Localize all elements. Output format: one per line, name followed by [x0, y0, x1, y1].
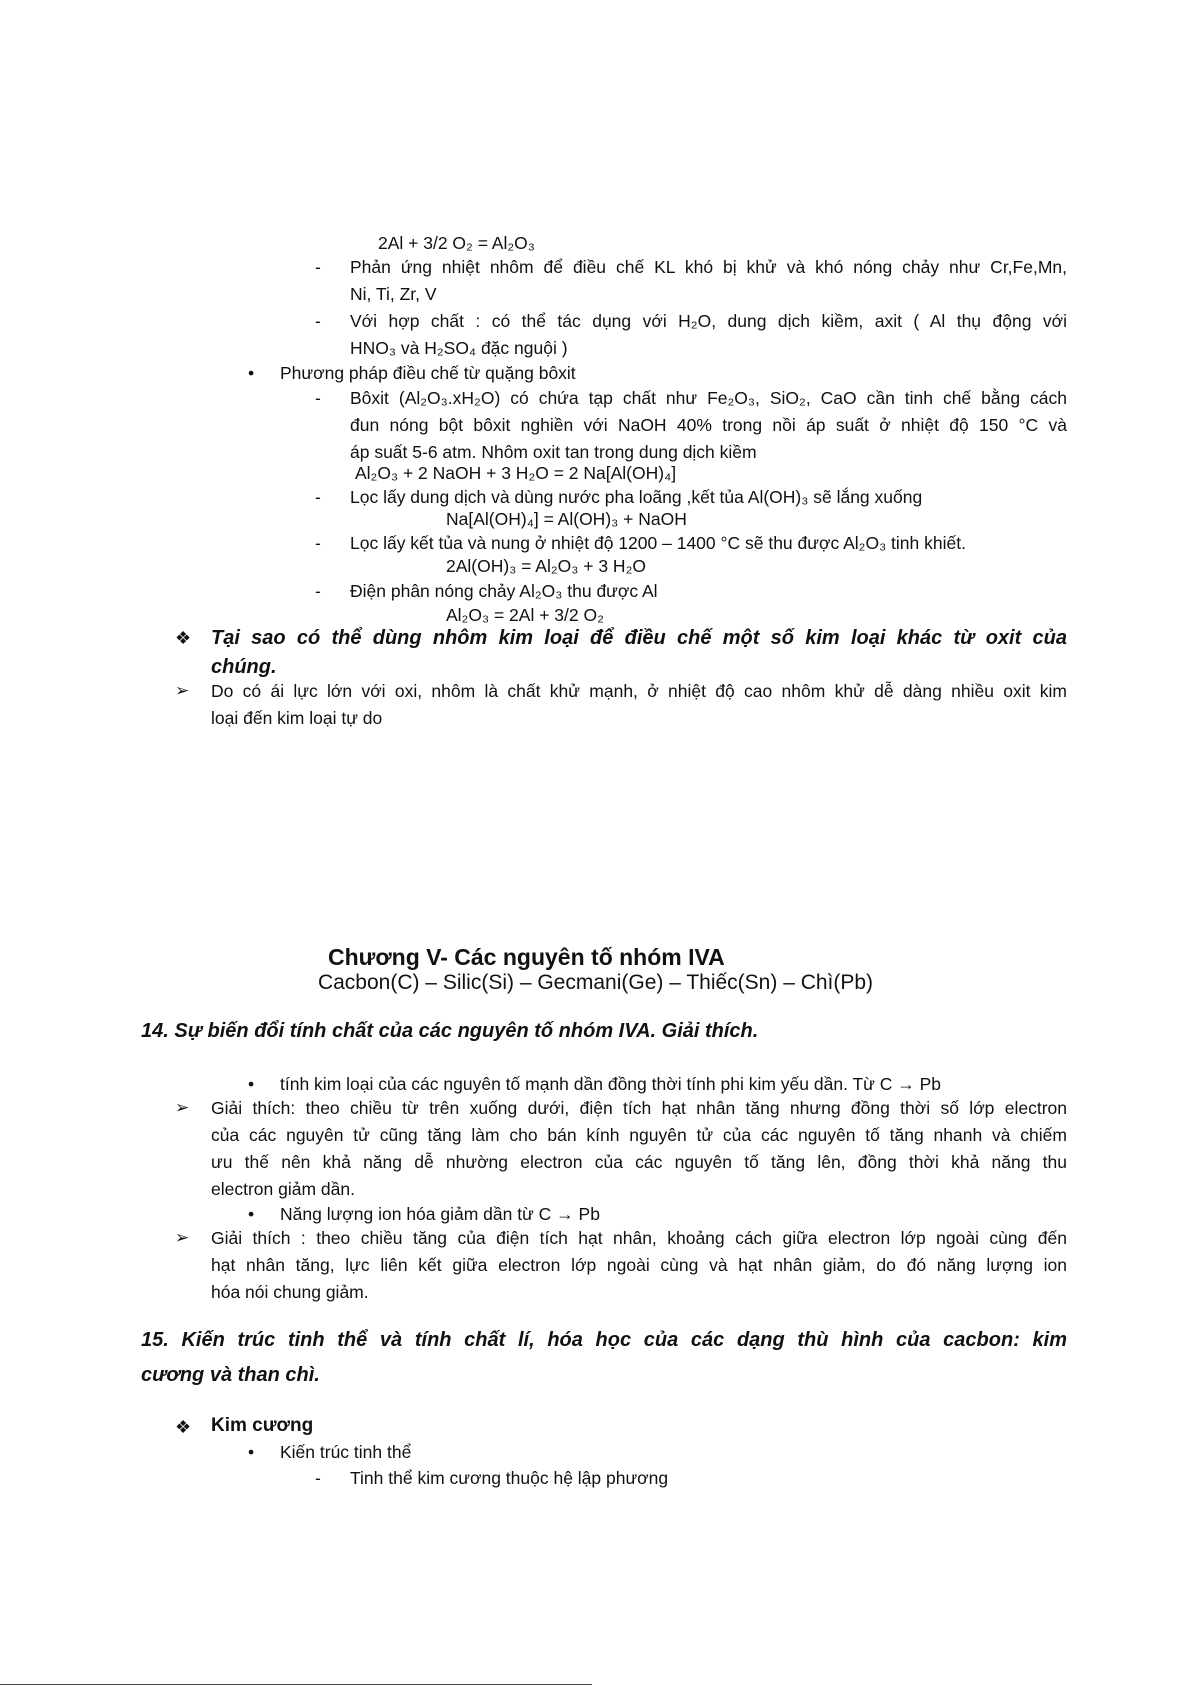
equation-aluminate-hydrolysis: Na[Al(OH)₄] = Al(OH)₃ + NaOH: [446, 509, 687, 529]
equation-electrolysis: Al₂O₃ = 2Al + 3/2 O₂: [446, 605, 604, 625]
chapter-subtitle: Cacbon(C) – Silic(Si) – Gecmani(Ge) – Thiếc(Sn) – Chì(Pb): [317, 971, 874, 994]
dash-marker: -: [315, 581, 321, 601]
section-heading-15: 15. Kiến trúc tinh thể và tính chất lí, hóa học của các dạng thù hình của cacbon: kim: [141, 1329, 1067, 1351]
text-crystal-structure: Kiến trúc tinh thể: [280, 1442, 412, 1462]
text-filter-dilute: Lọc lấy dung dịch và dùng nước pha loãng ,kết tủa Al(OH)₃ sẽ lắng xuống: [350, 487, 923, 507]
arrow-bullet-icon: ➢: [175, 1098, 190, 1117]
question-aluminothermy-end: chúng.: [211, 656, 277, 678]
dash-marker: -: [315, 311, 321, 331]
explanation-1-line4: electron giảm dần.: [211, 1179, 355, 1199]
text-electrolysis: Điện phân nóng chảy Al₂O₃ thu được Al: [350, 581, 658, 601]
text-bauxite-heating: đun nóng bột bôxit nghiền với NaOH 40% trong nồi áp suất ở nhiệt độ 150 °C và: [350, 415, 1067, 435]
text-ionization-trend: Năng lượng ion hóa giảm dần từ C → Pb: [280, 1204, 600, 1224]
dash-marker: -: [315, 487, 321, 507]
explanation-2-line3: hóa nói chung giảm.: [211, 1282, 369, 1302]
explanation-1-line1: Giải thích: theo chiều từ trên xuống dưới, điện tích hạt nhân tăng nhưng đồng thời số lớp electron: [211, 1098, 1067, 1118]
section-heading-15-end: cương và than chì.: [141, 1364, 320, 1386]
question-aluminothermy: Tại sao có thể dùng nhôm kim loại để điều chế một số kim loại khác từ oxit của: [211, 627, 1067, 649]
subheading-diamond: Kim cương: [211, 1415, 314, 1436]
bullet-marker: •: [248, 363, 255, 383]
equation-al-oxidation: 2Al + 3/2 O₂ = Al₂O₃: [378, 233, 535, 253]
dash-marker: -: [315, 1468, 321, 1488]
answer-aluminothermy: Do có ái lực lớn với oxi, nhôm là chất khử mạnh, ở nhiệt độ cao nhôm khử dễ dàng nhiều oxit kim: [211, 681, 1067, 701]
dash-marker: -: [315, 388, 321, 408]
text-thermite-reaction: Phản ứng nhiệt nhôm để điều chế KL khó bị khử và khó nóng chảy như Cr,Fe,Mn,: [350, 257, 1067, 277]
bullet-marker: •: [248, 1442, 255, 1462]
text-metallic-trend: tính kim loại của các nguyên tố mạnh dần đồng thời tính phi kim yếu dần. Từ C → Pb: [280, 1074, 942, 1094]
arrow-bullet-icon: ➢: [175, 1228, 190, 1247]
equation-hydroxide-decomposition: 2Al(OH)₃ = Al₂O₃ + 3 H₂O: [446, 556, 646, 576]
explanation-1-line3: ưu thế nên khả năng dễ nhường electron của các nguyên tố tăng lên, đồng thời khả năng thu: [211, 1152, 1067, 1172]
text-passivation: HNO₃ và H₂SO₄ đặc nguội ): [350, 338, 568, 358]
answer-aluminothermy-end: loại đến kim loại tự do: [211, 708, 383, 728]
diamond-bullet-icon: ❖: [175, 1417, 192, 1437]
explanation-2-line1: Giải thích : theo chiều tăng của điện tích hạt nhân, khoảng cách giữa electron lớp ngoài cùng đến: [211, 1228, 1067, 1248]
bullet-marker: •: [248, 1074, 255, 1094]
explanation-1-line2: của các nguyên tử cũng tăng làm cho bán kính nguyên tử của các nguyên tố tăng nhanh và chiếm: [211, 1125, 1067, 1145]
equation-alumina-naoh: Al₂O₃ + 2 NaOH + 3 H₂O = 2 Na[Al(OH)₄]: [355, 463, 677, 483]
subheading-bauxite-method: Phương pháp điều chế từ quặng bôxit: [280, 363, 576, 383]
text-compound-reactions: Với hợp chất : có thể tác dụng với H₂O, dung dịch kiềm, axit ( Al thụ động với: [350, 311, 1067, 331]
explanation-2-line2: hạt nhân tăng, lực liên kết giữa electron lớp ngoài cùng và hạt nhân giảm, do đó năng lượng ion: [211, 1255, 1067, 1275]
diamond-bullet-icon: ❖: [175, 628, 192, 648]
text-bauxite-pressure: áp suất 5-6 atm. Nhôm oxit tan trong dung dịch kiềm: [350, 442, 757, 462]
section-heading-14: 14. Sự biến đổi tính chất của các nguyên tố nhóm IVA. Giải thích.: [141, 1020, 759, 1042]
text-filter-calcine: Lọc lấy kết tủa và nung ở nhiệt độ 1200 – 1400 °C sẽ thu được Al₂O₃ tinh khiết.: [350, 533, 966, 553]
text-bauxite-impurities: Bôxit (Al₂O₃.xH₂O) có chứa tạp chất như Fe₂O₃, SiO₂, CaO cần tinh chế bằng cách: [350, 388, 1067, 408]
dash-marker: -: [315, 533, 321, 553]
text-cubic-system: Tinh thể kim cương thuộc hệ lập phương: [350, 1468, 669, 1488]
arrow-bullet-icon: ➢: [175, 681, 190, 700]
chapter-title: Chương V- Các nguyên tố nhóm IVA: [328, 944, 725, 970]
text-thermite-metals: Ni, Ti, Zr, V: [350, 284, 437, 304]
dash-marker: -: [315, 257, 321, 277]
bullet-marker: •: [248, 1204, 255, 1224]
